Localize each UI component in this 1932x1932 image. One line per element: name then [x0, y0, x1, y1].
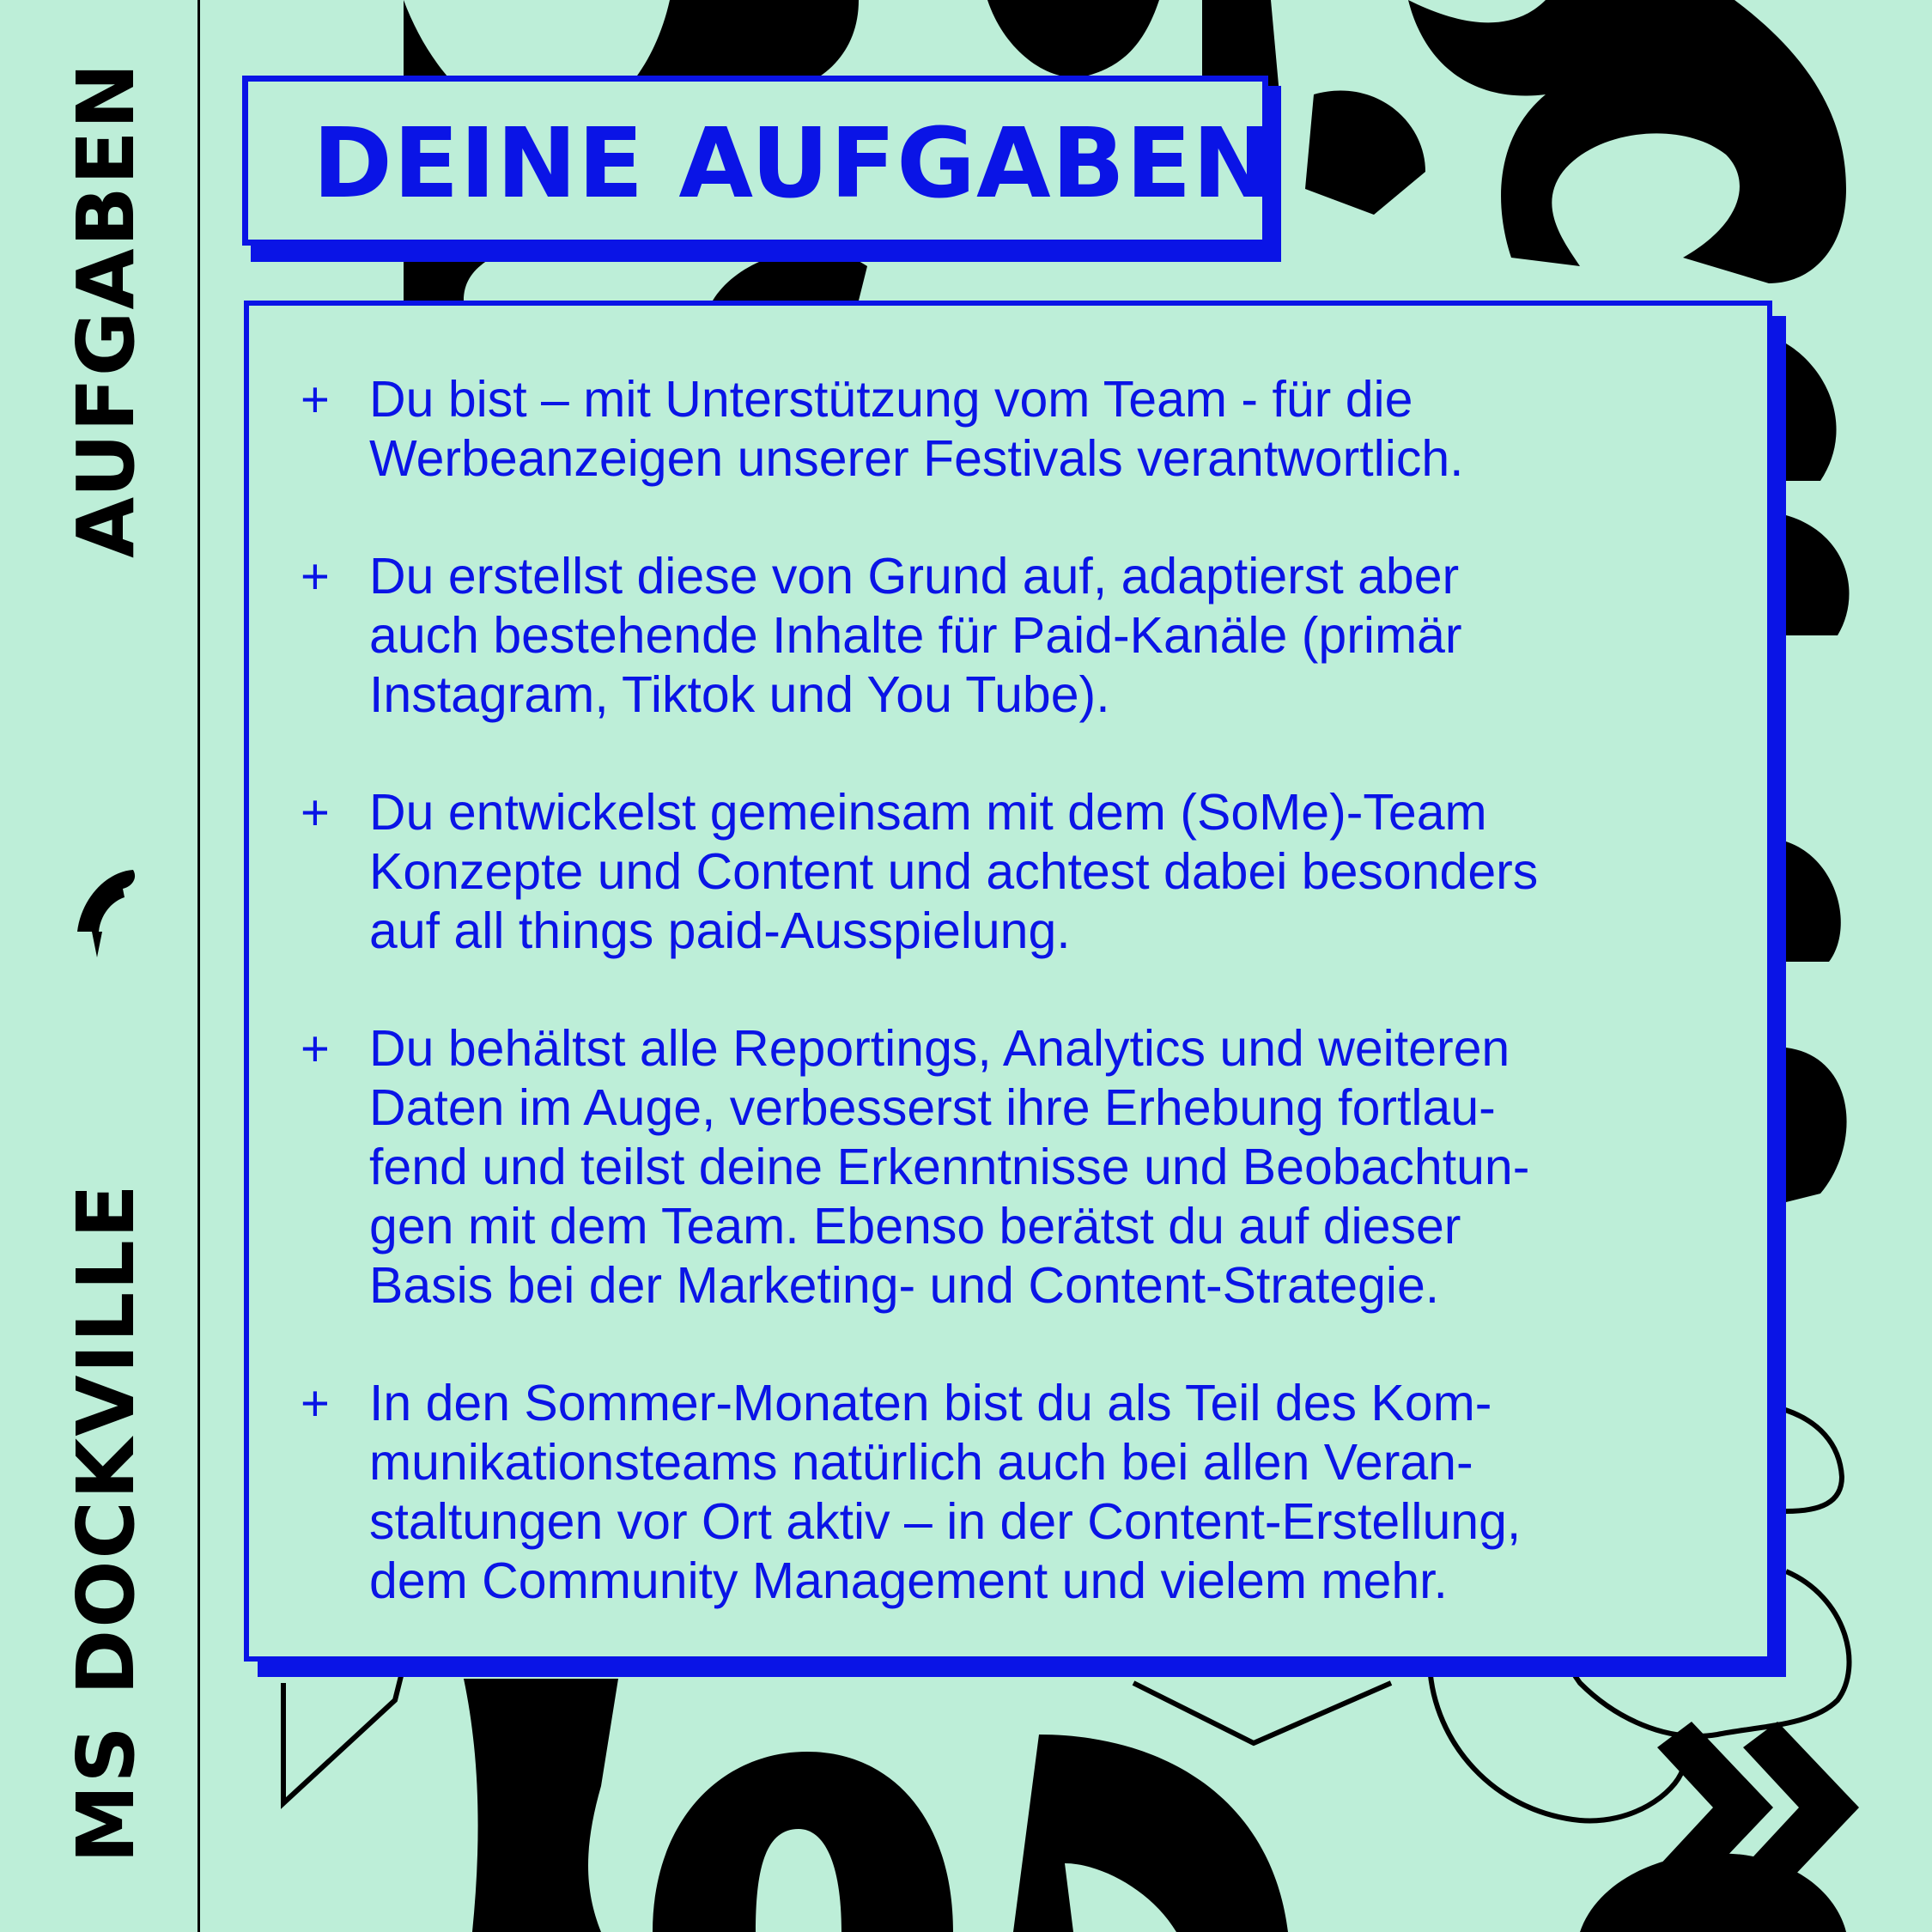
- list-item: [301, 783, 1733, 961]
- plus-bullet-icon: +: [301, 1376, 330, 1431]
- list-item-text: Du entwickelst gemeinsam mit dem (SoMe)-Team Konzepte und Content und achtest dabei besonders auf all things paid-Ausspielung.: [369, 784, 1539, 959]
- plus-bullet-icon: +: [301, 372, 330, 428]
- page-title: DEINE AUFGABEN: [313, 108, 1274, 220]
- plus-bullet-icon: +: [301, 549, 330, 605]
- side-label-brand: MS DOCKVILLE: [60, 1182, 152, 1863]
- list-item: [301, 1019, 1733, 1315]
- dockville-bird-icon: [73, 863, 142, 966]
- title-box: [242, 76, 1274, 246]
- task-list: [301, 370, 1733, 1669]
- plus-bullet-icon: +: [301, 785, 330, 841]
- content-card: [244, 301, 1772, 1662]
- plus-bullet-icon: +: [301, 1021, 330, 1077]
- double-chevron-right-icon[interactable]: [1649, 1722, 1872, 1911]
- vertical-divider: [197, 0, 200, 1932]
- side-label-aufgaben: AUFGABEN: [60, 61, 152, 558]
- list-item-text: Du behältst alle Reportings, Analytics und weiteren Daten im Auge, verbesserst ihre Erhebung fortlau- fend und teilst deine Erkenntnisse und Beobachtun- gen mit dem Team. Ebenso berätst du auf dieser Basis bei der Marketing- und Content-Strategie.: [369, 1020, 1530, 1314]
- list-item-text: Du erstellst diese von Grund auf, adaptierst aber auch bestehende Inhalte für Paid-Kanäle (primär Instagram, Tiktok und You Tube).: [369, 548, 1462, 723]
- list-item: [301, 370, 1733, 489]
- list-item: [301, 1374, 1733, 1611]
- list-item-text: In den Sommer-Monaten bist du als Teil des Kom- munikationsteams natürlich auch bei allen Veran- staltungen vor Ort aktiv – in der Content-Erstellung, dem Community Management und vielem mehr.: [369, 1375, 1522, 1609]
- list-item: [301, 547, 1733, 725]
- list-item-text: Du bist – mit Unterstützung vom Team - für die Werbeanzeigen unserer Festivals verantwortlich.: [369, 371, 1464, 487]
